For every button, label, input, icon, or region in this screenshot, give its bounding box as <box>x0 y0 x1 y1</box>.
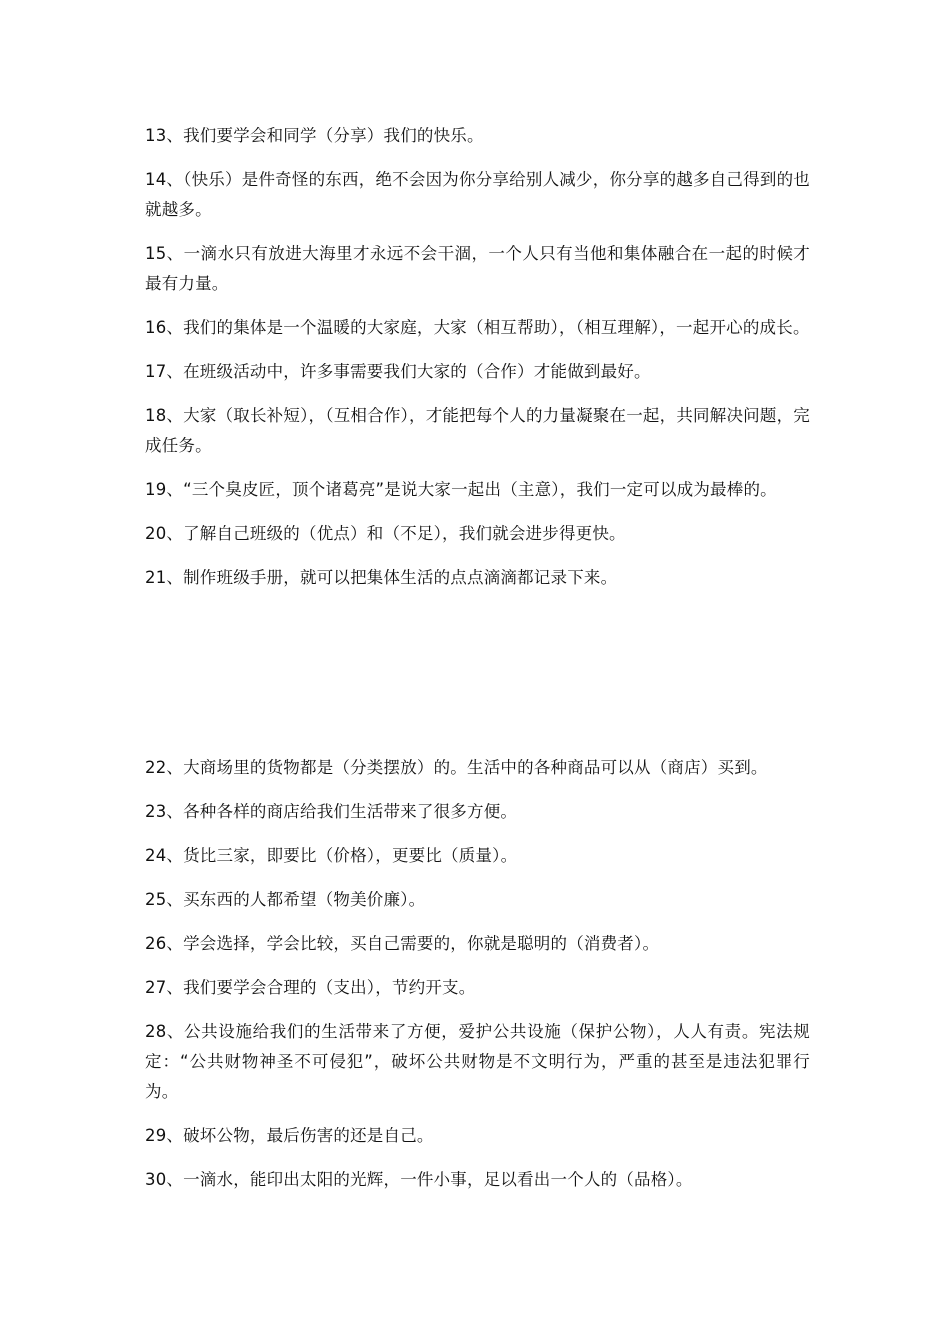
item-20: 20、了解自己班级的（优点）和（不足），我们就会进步得更快。 <box>145 524 626 543</box>
item-30: 30、一滴水，能印出太阳的光辉，一件小事，足以看出一个人的（品格）。 <box>145 1170 693 1189</box>
section-one <box>145 121 810 607</box>
item-22: 22、大商场里的货物都是（分类摆放）的。生活中的各种商品可以从（商店）买到。 <box>145 758 768 777</box>
item-13: 13、我们要学会和同学（分享）我们的快乐。 <box>145 126 484 145</box>
item-21: 21、制作班级手册，就可以把集体生活的点点滴滴都记录下来。 <box>145 568 618 587</box>
item-26: 26、学会选择，学会比较，买自己需要的，你就是聪明的（消费者）。 <box>145 934 660 953</box>
item-28: 28、公共设施给我们的生活带来了方便，爱护公共设施（保护公物），人人有责。宪法规定：“公共财物神圣不可侵犯”，破坏公共财物是不文明行为，严重的甚至是违法犯罪行为。 <box>145 1022 810 1101</box>
item-16: 16、我们的集体是一个温暖的大家庭，大家（相互帮助），（相互理解），一起开心的成长。 <box>145 318 810 337</box>
item-17: 17、在班级活动中，许多事需要我们大家的（合作）才能做到最好。 <box>145 362 651 381</box>
item-15: 15、一滴水只有放进大海里才永远不会干涸，一个人只有当他和集体融合在一起的时候才最有力量。 <box>145 244 810 293</box>
item-25: 25、买东西的人都希望（物美价廉）。 <box>145 890 426 909</box>
item-18: 18、大家（取长补短），（互相合作），才能把每个人的力量凝聚在一起，共同解决问题，完成任务。 <box>145 406 810 455</box>
section-two <box>145 753 810 1209</box>
item-27: 27、我们要学会合理的（支出），节约开支。 <box>145 978 476 997</box>
item-23: 23、各种各样的商店给我们生活带来了很多方便。 <box>145 802 518 821</box>
item-19: 19、“三个臭皮匠，顶个诸葛亮”是说大家一起出（主意），我们一定可以成为最棒的。 <box>145 480 777 499</box>
item-24: 24、货比三家，即要比（价格），更要比（质量）。 <box>145 846 518 865</box>
item-14: 14、（快乐）是件奇怪的东西，绝不会因为你分享给别人减少，你分享的越多自己得到的也就越多。 <box>145 170 810 219</box>
item-29: 29、破坏公物，最后伤害的还是自己。 <box>145 1126 434 1145</box>
